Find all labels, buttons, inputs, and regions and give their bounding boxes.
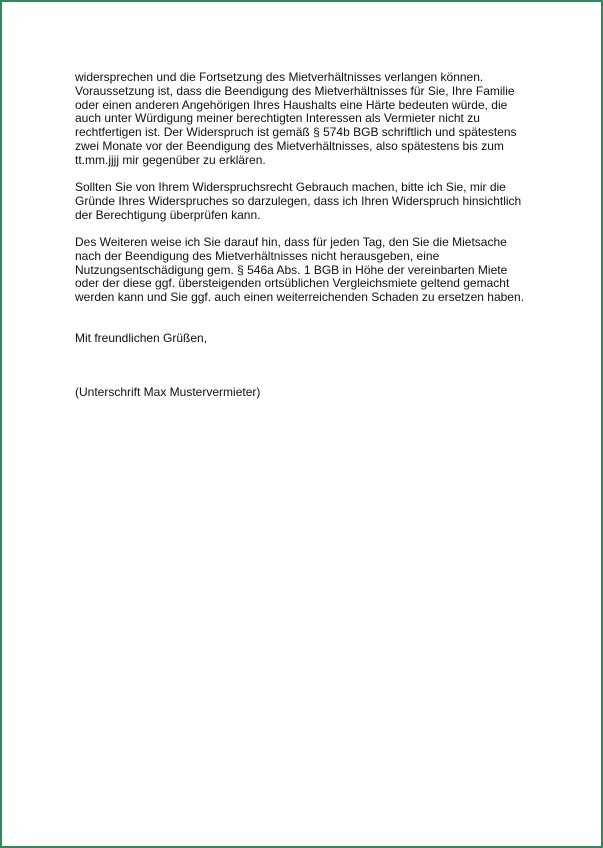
text-line: rechtfertigen ist. Der Widerspruch ist gemäß § 574b BGB schriftlich und spätestens — [75, 125, 517, 140]
paragraph-objection-conditions — [75, 71, 535, 168]
text-line: Sollten Sie von Ihrem Widerspruchsrecht Gebrauch machen, bitte ich Sie, mir die — [75, 180, 506, 195]
text-line: Gründe Ihres Widerspruches so darzulegen, dass ich Ihren Widerspruch hinsichtlich — [75, 193, 522, 208]
paragraph-compensation-notice — [75, 236, 535, 305]
signature-placeholder: (Unterschrift Max Mustervermieter) — [75, 384, 261, 399]
text-line: werden kann und Sie ggf. auch einen weiterreichenden Schaden zu ersetzen haben. — [75, 290, 524, 305]
text-line: zwei Monate vor der Beendigung des Mietverhältnisses, also spätestens bis zum — [75, 138, 504, 153]
text-line: der Berechtigung überprüfen kann. — [75, 207, 261, 222]
text-line: oder der diese ggf. übersteigenden ortsüblichen Vergleichsmiete geltend gemacht — [75, 276, 510, 291]
letter-body — [75, 71, 535, 400]
text-line: nach der Beendigung des Mietverhältnisses nicht herausgeben, eine — [75, 248, 440, 263]
text-line: tt.mm.jjjj mir gegenüber zu erklären. — [75, 152, 266, 167]
closing-salutation: Mit freundlichen Grüßen, — [75, 330, 208, 345]
paragraph-objection-reasons — [75, 181, 535, 222]
text-line: widersprechen und die Fortsetzung des Mietverhältnisses verlangen können. — [75, 70, 484, 84]
text-line: Des Weiteren weise ich Sie darauf hin, dass für jeden Tag, den Sie die Mietsache — [75, 234, 507, 249]
text-line: auch unter Würdigung meiner berechtigten Interessen als Vermieter nicht zu — [75, 111, 480, 126]
text-line: oder einen anderen Angehörigen Ihres Haushalts eine Härte bedeuten würde, die — [75, 97, 508, 112]
text-line: Voraussetzung ist, dass die Beendigung des Mietverhältnisses für Sie, Ihre Familie — [75, 83, 515, 98]
text-line: Nutzungsentschädigung gem. § 546a Abs. 1 BGB in Höhe der vereinbarten Miete — [75, 262, 508, 277]
